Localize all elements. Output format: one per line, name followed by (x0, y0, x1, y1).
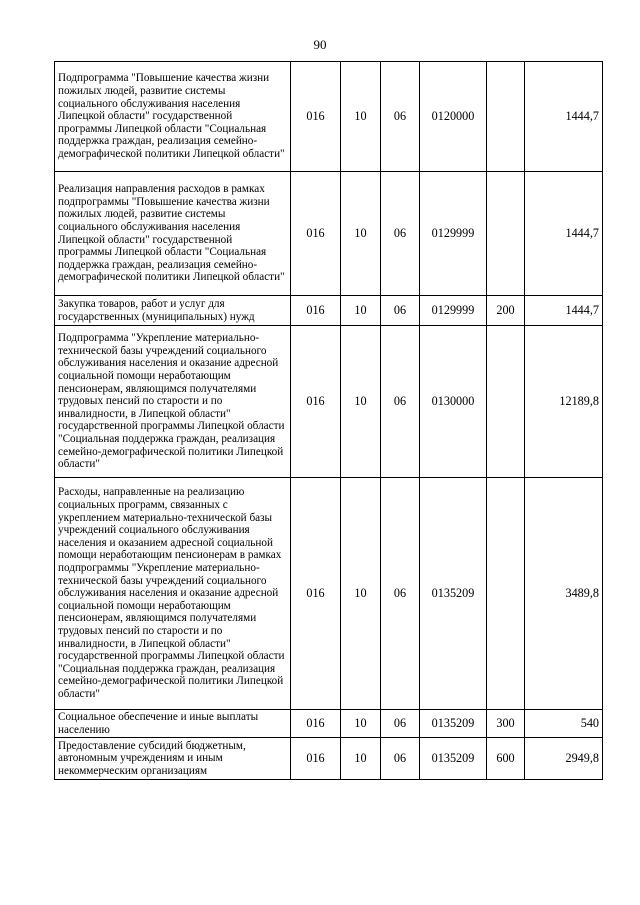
subsection-code: 06 (381, 296, 420, 326)
subsection-code: 06 (381, 478, 420, 710)
page-number: 90 (313, 37, 327, 52)
table-row (55, 710, 603, 738)
ministry-code: 016 (291, 296, 341, 326)
row-name: Реализация направления расходов в рамках подпрограммы "Повышение качества жизни пожилых людей, развитие системы социального обслуживания населения Липецкой области" государственной программы Липецкой области "Социальная поддержка граждан, реализация семейно-демографической политики Липецкой области" (55, 172, 291, 296)
subsection-code: 06 (381, 62, 420, 172)
budget-table (54, 61, 603, 780)
section-code: 10 (341, 738, 381, 780)
target-code: 0130000 (420, 326, 487, 478)
section-code: 10 (341, 62, 381, 172)
expense-type-code: 600 (487, 738, 525, 780)
subsection-code: 06 (381, 326, 420, 478)
expense-type-code (487, 172, 525, 296)
ministry-code: 016 (291, 62, 341, 172)
table-row (55, 172, 603, 296)
expense-type-code (487, 326, 525, 478)
amount: 1444,7 (525, 172, 603, 296)
expense-type-code: 300 (487, 710, 525, 738)
target-code: 0129999 (420, 296, 487, 326)
ministry-code: 016 (291, 710, 341, 738)
ministry-code: 016 (291, 738, 341, 780)
target-code: 0135209 (420, 478, 487, 710)
subsection-code: 06 (381, 710, 420, 738)
row-name: Подпрограмма "Укрепление материально-технической базы учреждений социального обслуживания населения и оказание адресной социальной помощи неработающим пенсионерам, являющимся получателями трудовых пенсий по старости и по инвалидности, в Липецкой области" государственной программы Липецкой области "Социальная поддержка граждан, реализация семейно-демографической политики Липецкой области" (55, 326, 291, 478)
amount: 540 (525, 710, 603, 738)
expense-type-code (487, 478, 525, 710)
section-code: 10 (341, 296, 381, 326)
target-code: 0135209 (420, 710, 487, 738)
row-name: Социальное обеспечение и иные выплаты населению (55, 710, 291, 738)
row-name: Подпрограмма "Повышение качества жизни пожилых людей, развитие системы социального обслуживания населения Липецкой области" государственной программы Липецкой области "Социальная поддержка граждан, реализация семейно-демографической политики Липецкой области" (55, 62, 291, 172)
target-code: 0129999 (420, 172, 487, 296)
table-row (55, 738, 603, 780)
table-row (55, 326, 603, 478)
ministry-code: 016 (291, 478, 341, 710)
section-code: 10 (341, 326, 381, 478)
section-code: 10 (341, 172, 381, 296)
row-name: Предоставление субсидий бюджетным, автономным учреждениям и иным некоммерческим организациям (55, 738, 291, 780)
expense-type-code (487, 62, 525, 172)
amount: 3489,8 (525, 478, 603, 710)
ministry-code: 016 (291, 326, 341, 478)
table-row (55, 62, 603, 172)
expense-type-code: 200 (487, 296, 525, 326)
subsection-code: 06 (381, 738, 420, 780)
target-code: 0120000 (420, 62, 487, 172)
amount: 1444,7 (525, 62, 603, 172)
target-code: 0135209 (420, 738, 487, 780)
amount: 12189,8 (525, 326, 603, 478)
section-code: 10 (341, 710, 381, 738)
amount: 1444,7 (525, 296, 603, 326)
amount: 2949,8 (525, 738, 603, 780)
ministry-code: 016 (291, 172, 341, 296)
table-row (55, 296, 603, 326)
row-name: Закупка товаров, работ и услуг для государственных (муниципальных) нужд (55, 296, 291, 326)
subsection-code: 06 (381, 172, 420, 296)
section-code: 10 (341, 478, 381, 710)
table-row (55, 478, 603, 710)
row-name: Расходы, направленные на реализацию социальных программ, связанных с укреплением материально-технической базы учреждений социального обслуживания населения и оказанием адресной социальной помощи неработающим пенсионерам в рамках подпрограммы "Укрепление материально-технической базы учреждений социального обслуживания населения и оказание адресной социальной помощи неработающим пенсионерам, являющимся получателями трудовых пенсий по старости и по инвалидности, в Липецкой области" государственной программы Липецкой области "Социальная поддержка граждан, реализация семейно-демографической политики Липецкой области" (55, 478, 291, 710)
